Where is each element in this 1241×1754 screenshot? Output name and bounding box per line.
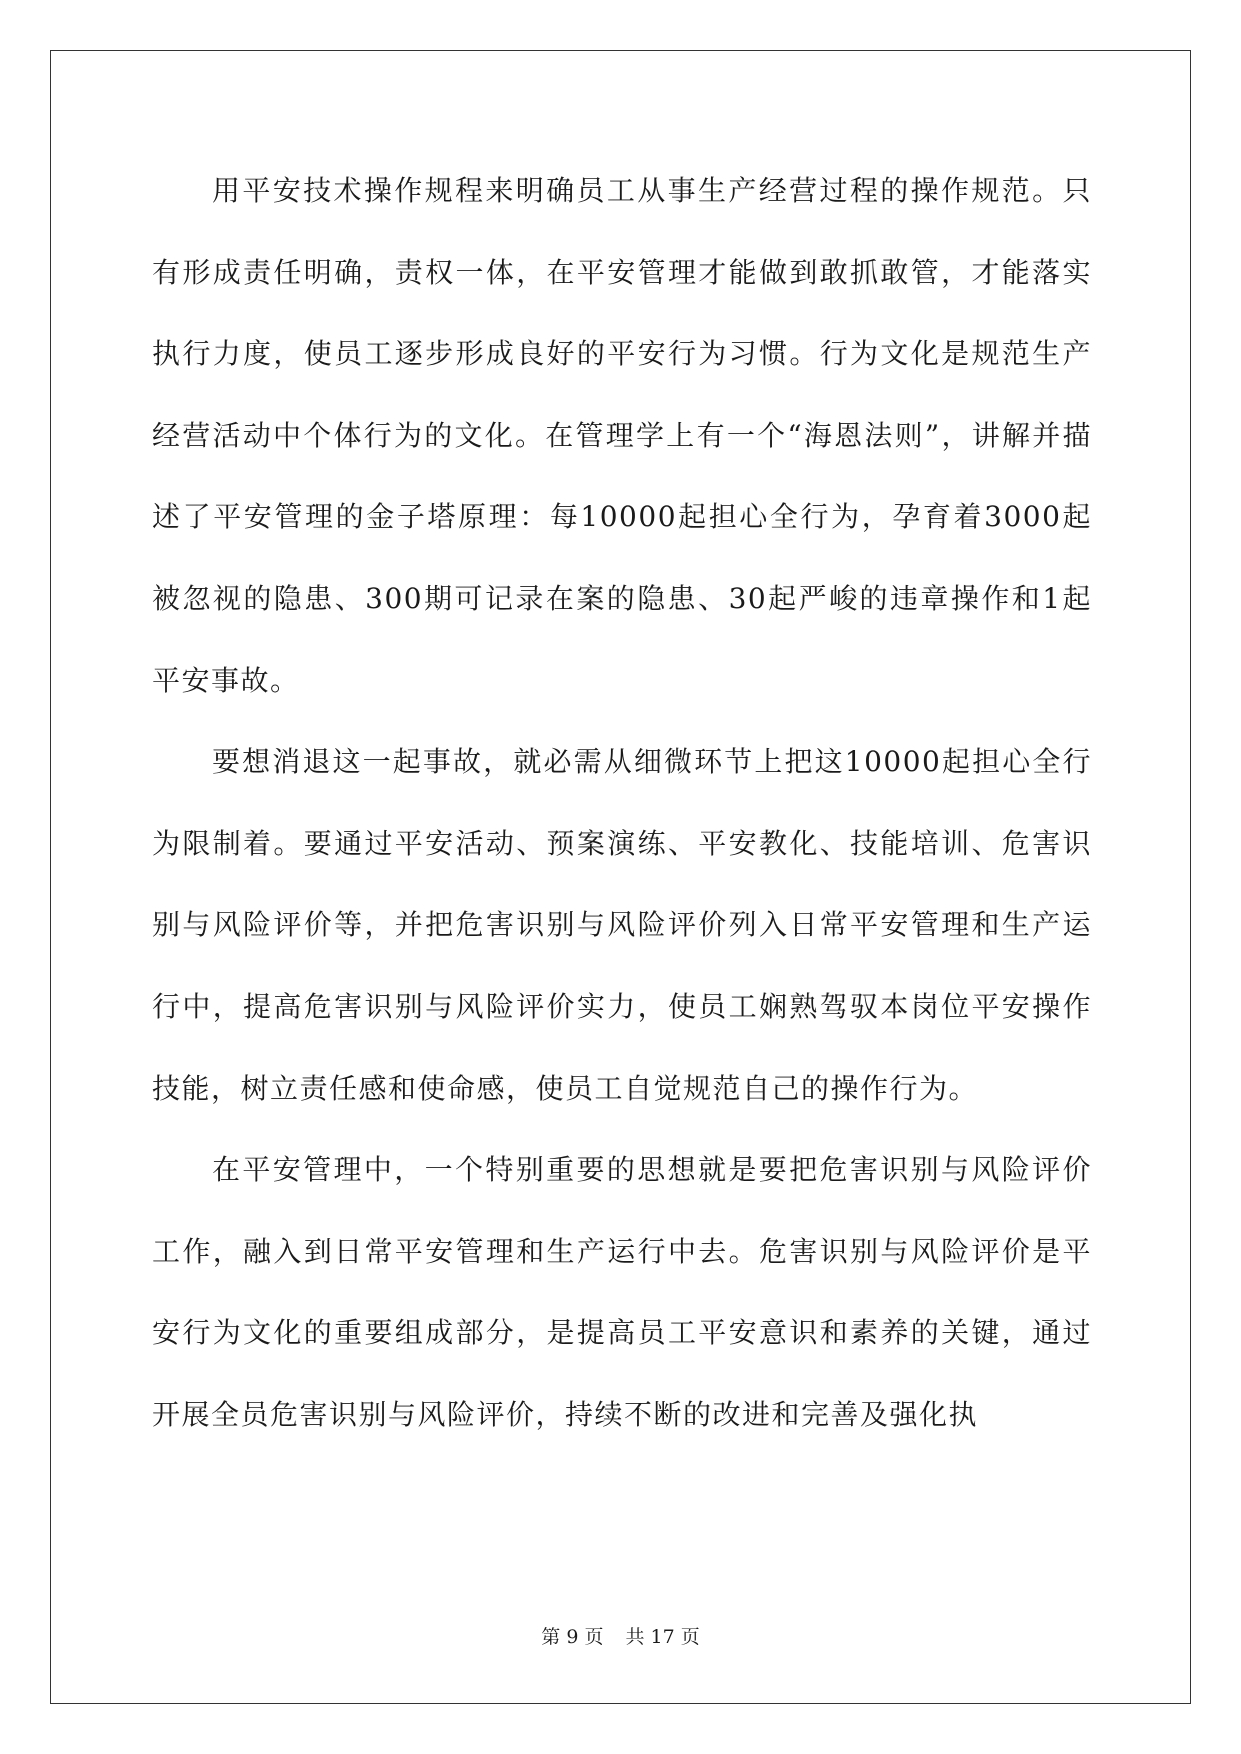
- page-total: 共 17 页: [625, 1626, 700, 1648]
- page-footer: [0, 1622, 1241, 1649]
- document-body: [152, 150, 1092, 1456]
- paragraph-1: 用平安技术操作规程来明确员工从事生产经营过程的操作规范。只有形成责任明确，责权一体，在平安管理才能做到敢抓敢管，才能落实执行力度，使员工逐步形成良好的平安行为习惯。行为文化是规范生产经营活动中个体行为的文化。在管理学上有一个“海恩法则”，讲解并描述了平安管理的金子塔原理：每10000起担心全行为，孕育着3000起被忽视的隐患、300期可记录在案的隐患、30起严峻的违章操作和1起平安事故。: [152, 174, 1092, 697]
- page-number: 第 9 页: [541, 1626, 604, 1648]
- paragraph-3: 在平安管理中，一个特别重要的思想就是要把危害识别与风险评价工作，融入到日常平安管理和生产运行中去。危害识别与风险评价是平安行为文化的重要组成部分，是提高员工平安意识和素养的关键，通过开展全员危害识别与风险评价，持续不断的改进和完善及强化执: [152, 1153, 1092, 1431]
- paragraph-2: 要想消退这一起事故，就必需从细微环节上把这10000起担心全行为限制着。要通过平安活动、预案演练、平安教化、技能培训、危害识别与风险评价等，并把危害识别与风险评价列入日常平安管理和生产运行中，提高危害识别与风险评价实力，使员工娴熟驾驭本岗位平安操作技能，树立责任感和使命感，使员工自觉规范自己的操作行为。: [152, 745, 1092, 1105]
